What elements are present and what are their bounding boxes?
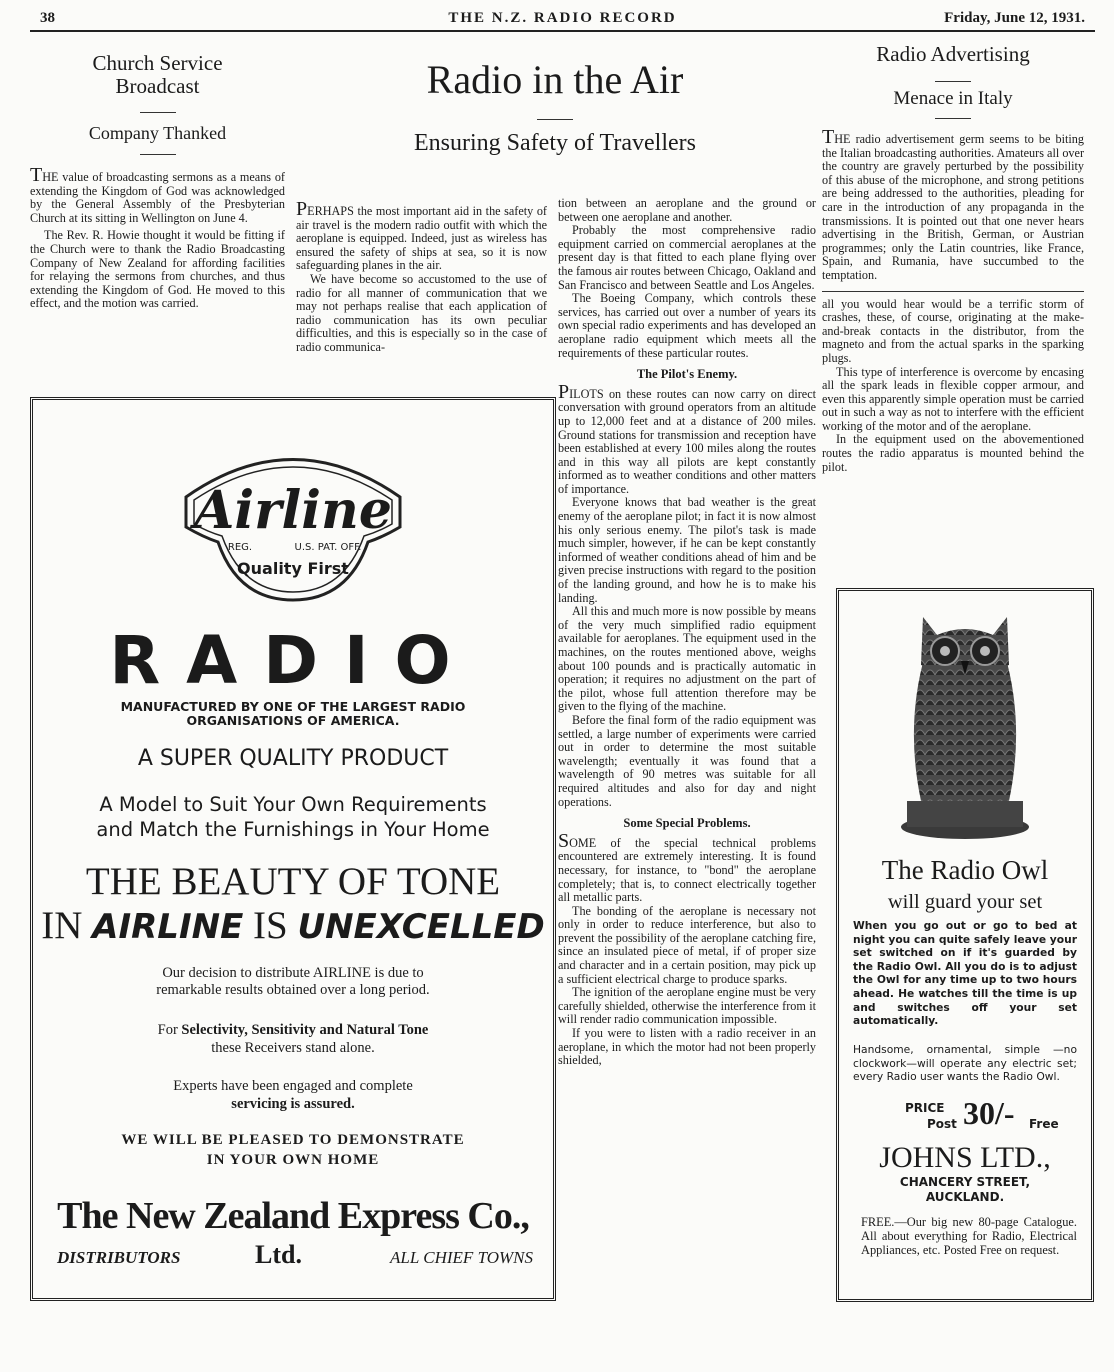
paragraph: The Boeing Company, which controls these services, has carried out over a number of years its own special radio experiments and has developed an aeroplane radio equipment which meets all the requirements of these particular routes.: [558, 291, 816, 360]
free-label: Free: [1029, 1117, 1059, 1131]
publication-title: THE N.Z. RADIO RECORD: [448, 10, 677, 26]
decision-line-1: Our decision to distribute AIRLINE is due to: [162, 965, 424, 981]
paragraph: Before the final form of the radio equipment was settled, a large number of experiments were carried out in order to determine the most suitable wavelength; eventually it was found that a wavelength of 90 metres was suitable for all required altitudes and also for day and night operations.: [558, 712, 816, 809]
headline-rule: [935, 81, 971, 82]
article-radio-air-col2: [558, 197, 816, 1068]
paragraph: PILOTS on these routes can now carry on direct conversation with ground operators from an altitude up to 12,000 feet and at a distance of 200 miles. Ground stations for transmission and reception have been established at every 100 miles along the routes and in this way all pilots are kept constantly informed as to weather conditions and other matters of importance.: [558, 380, 816, 496]
svg-text:REG.: REG.: [227, 542, 253, 553]
experts-line-1: Experts have been engaged and complete: [173, 1078, 413, 1094]
headline-rule: [140, 112, 176, 113]
decision-line-2: remarkable results obtained over a long period.: [156, 982, 430, 998]
svg-text:Quality First: Quality First: [237, 559, 349, 578]
article-radio-air-header: [295, 56, 815, 157]
post-label: Post: [927, 1117, 957, 1131]
paragraph: Probably the most comprehensive radio equipment carried on commercial aeroplanes at the present day is that fitted to each plane flying over the famous air routes between Chicago, Oakland and San Francisco and between Seattle and Los Angeles.: [558, 223, 816, 292]
catalogue-offer: FREE.—Our big new 80-page Catalogue. All about everything for Radio, Electrical Appliances, etc. Posted Free on request.: [861, 1215, 1077, 1257]
paragraph: THE value of broadcasting sermons as a means of extending the Kingdom of God was acknowledged by the General Assembly of the Presbyterian Church at its sitting in Wellington on June 4.: [30, 164, 285, 225]
masthead: [30, 8, 1095, 32]
ltd-label: Ltd.: [255, 1240, 302, 1269]
paragraph: all you would hear would be a terrific storm of crashes, these, of course, originating at the make-and-break contacts in the distributor, from the magneto and from the actual sparks in the sparking plugs.: [822, 296, 1084, 365]
radio-owl-advertisement: [836, 588, 1094, 1302]
svg-text:Airline: Airline: [194, 480, 392, 541]
article-church-body: [30, 164, 285, 311]
owl-figure-icon: [895, 605, 1035, 841]
paragraph: THE radio advertisement germ seems to be biting the Italian broadcasting authorities. Amateurs all over the country are gravely perturbed by the possibility of this abuse of the microphone, and strong petitions are being addressed to the authorities, pleading for care in the introduction of any propaganda in the transmissions. It is pointed out that one never hears advertising in the British, German, or Austrian programmes; only the Latin countries, like France, Spain, and Rumania, have succumbed to the temptation.: [822, 126, 1084, 282]
paragraph: Everyone knows that bad weather is the great enemy of the aeroplane pilot; in fact it is now almost his only serious enemy. The pilot's task is made much simpler, however, if he can be kept constantly informed of weather conditions ahead of him and be given precise instructions with regard to the position of the landing ground, and how he is to make his landing.: [558, 495, 816, 605]
paragraph: This type of interference is overcome by encasing all the spark leads in flexible copper armour, and even this apparently simple operation must be carried out in such a way as not to interfere with the efficient working of the motor and of the aeroplane.: [822, 364, 1084, 433]
drop-cap: T: [30, 164, 43, 186]
paragraph: We have become so accustomed to the use of radio for all manner of communication that we may not perhaps realise that each application of radio communication has its own peculiar difficulties, and this is especially so in the case of radio communica-: [296, 271, 547, 354]
paragraph: tion between an aeroplane and the ground or between one aeroplane and another.: [558, 196, 816, 224]
paragraph: PERHAPS the most important aid in the safety of air travel is the modern radio outfit with which the aeroplane is equipped. Indeed, just as wireless has ensured the safety of ships at sea, so it is now safeguarding planes in the air.: [296, 198, 547, 273]
model-line-2: and Match the Furnishings in Your Home: [96, 818, 490, 841]
column-divider: [822, 291, 1084, 292]
section-heading-pilot: The Pilot's Enemy.: [636, 367, 738, 382]
experts-line-2: servicing is assured.: [231, 1096, 355, 1112]
issue-date: Friday, June 12, 1931.: [944, 10, 1085, 26]
airline-radio-advertisement: [30, 397, 556, 1301]
airline-logo: [178, 442, 408, 602]
drop-cap: T: [822, 126, 835, 148]
chief-towns-label: ALL CHIEF TOWNS: [390, 1248, 533, 1267]
article-church-headline: Church Service Broadcast: [92, 51, 223, 98]
subhead-rule: [140, 154, 176, 155]
article-church: [30, 52, 285, 311]
article-radio-air-col1: [296, 198, 547, 355]
paragraph: The bonding of the aeroplane is necessary not only in order to reduce interference, but also to prevent the possibility of the aeroplane catching fire, since an insulated piece of metal, if of proper size and character and in a certain position, may pick up a sufficient electrical charge to produce sparks.: [558, 903, 816, 986]
paragraph: All this and much more is now possible by means of the very much simplified radio equipment available for aeroplanes. The equipment used in the machines, on the routes mentioned above, weighs about 100 pounds and is practically automatic in operation; it requires no adjustment on the part of the pilot, whose full attention therefore may be given to the flying of the machine.: [558, 604, 816, 714]
selectivity-line-1: For Selectivity, Sensitivity and Natural Tone: [157, 1022, 429, 1038]
article-radio-air-subhead: Ensuring Safety of Travellers: [414, 130, 696, 156]
beauty-line-2: IN AIRLINE IS UNEXCELLED: [41, 904, 545, 947]
owl-city: AUCKLAND.: [925, 1190, 1005, 1204]
model-line-1: A Model to Suit Your Own Requirements: [99, 793, 487, 816]
owl-description: When you go out or go to bed at night you can quite safely leave your set switched on if it's guarded by the Radio Owl. All you do is to adjust the Owl for any time up to two hours ahead. He watches till the time is up and switches off your set automatically.: [853, 919, 1077, 1028]
article-advertising-headline: Radio Advertising: [876, 42, 1030, 66]
headline-rule: [537, 119, 573, 120]
beauty-line-1: THE BEAUTY OF TONE: [85, 860, 501, 903]
subhead-rule: [935, 118, 971, 119]
owl-subtitle: will guard your set: [887, 891, 1043, 913]
price-label: PRICE: [905, 1101, 945, 1115]
article-radio-advertising: [822, 42, 1084, 474]
article-radio-air-headline: Radio in the Air: [426, 57, 684, 102]
page-number: 38: [40, 10, 55, 26]
price-value: 30/-: [963, 1095, 1015, 1131]
manufactured-line: MANUFACTURED BY ONE OF THE LARGEST RADIO ORGANISATIONS OF AMERICA.: [120, 699, 466, 728]
paragraph: SOME of the special technical problems encountered are extremely interesting. It is found necessary, for instance, to "bond" the aeroplane completely; that is, to connect electrically together all metallic parts.: [558, 829, 816, 905]
paragraph: In the equipment used on the abovementioned routes the radio apparatus is mounted behind the pilot.: [822, 432, 1084, 474]
distributor-company: The New Zealand Express Co.,: [57, 1195, 529, 1237]
johns-ltd: JOHNS LTD.,: [879, 1141, 1051, 1174]
article-advertising-body: [822, 126, 1084, 474]
paragraph: If you were to listen with a radio receiver in an aeroplane, in which the motor had not been properly shielded,: [558, 1026, 816, 1068]
distributors-label: DISTRIBUTORS: [57, 1248, 181, 1267]
svg-text:U.S. PAT. OFF.: U.S. PAT. OFF.: [294, 542, 362, 553]
paragraph: The ignition of the aeroplane engine must be very carefully shielded, otherwise the interference from it will render radio communication impossible.: [558, 985, 816, 1027]
article-church-subhead: Company Thanked: [88, 123, 227, 143]
super-quality-line: A SUPER QUALITY PRODUCT: [137, 746, 449, 771]
radio-wordmark: RADIO: [109, 622, 477, 699]
owl-features: Handsome, ornamental, simple —no clockwork—will operate any electric set; every Radio user wants the Radio Owl.: [853, 1043, 1077, 1084]
section-heading-special: Some Special Problems.: [623, 816, 751, 831]
drop-cap: P: [558, 380, 570, 403]
article-advertising-subhead: Menace in Italy: [893, 88, 1013, 109]
owl-street: CHANCERY STREET,: [899, 1175, 1031, 1189]
drop-cap: P: [296, 198, 308, 220]
selectivity-line-2: these Receivers stand alone.: [211, 1040, 375, 1056]
demonstrate-line-2: IN YOUR OWN HOME: [206, 1152, 380, 1168]
demonstrate-line-1: WE WILL BE PLEASED TO DEMONSTRATE: [121, 1132, 465, 1148]
owl-title: The Radio Owl: [881, 855, 1049, 885]
drop-cap: S: [558, 829, 570, 852]
paragraph: The Rev. R. Howie thought it would be fitting if the Church were to thank the Radio Broadcasting Company of New Zealand for affording facilities for relaying the sermons from churches, and thus extending the Kingdom of God. He moved to this effect, and the motion was carried.: [30, 228, 285, 311]
